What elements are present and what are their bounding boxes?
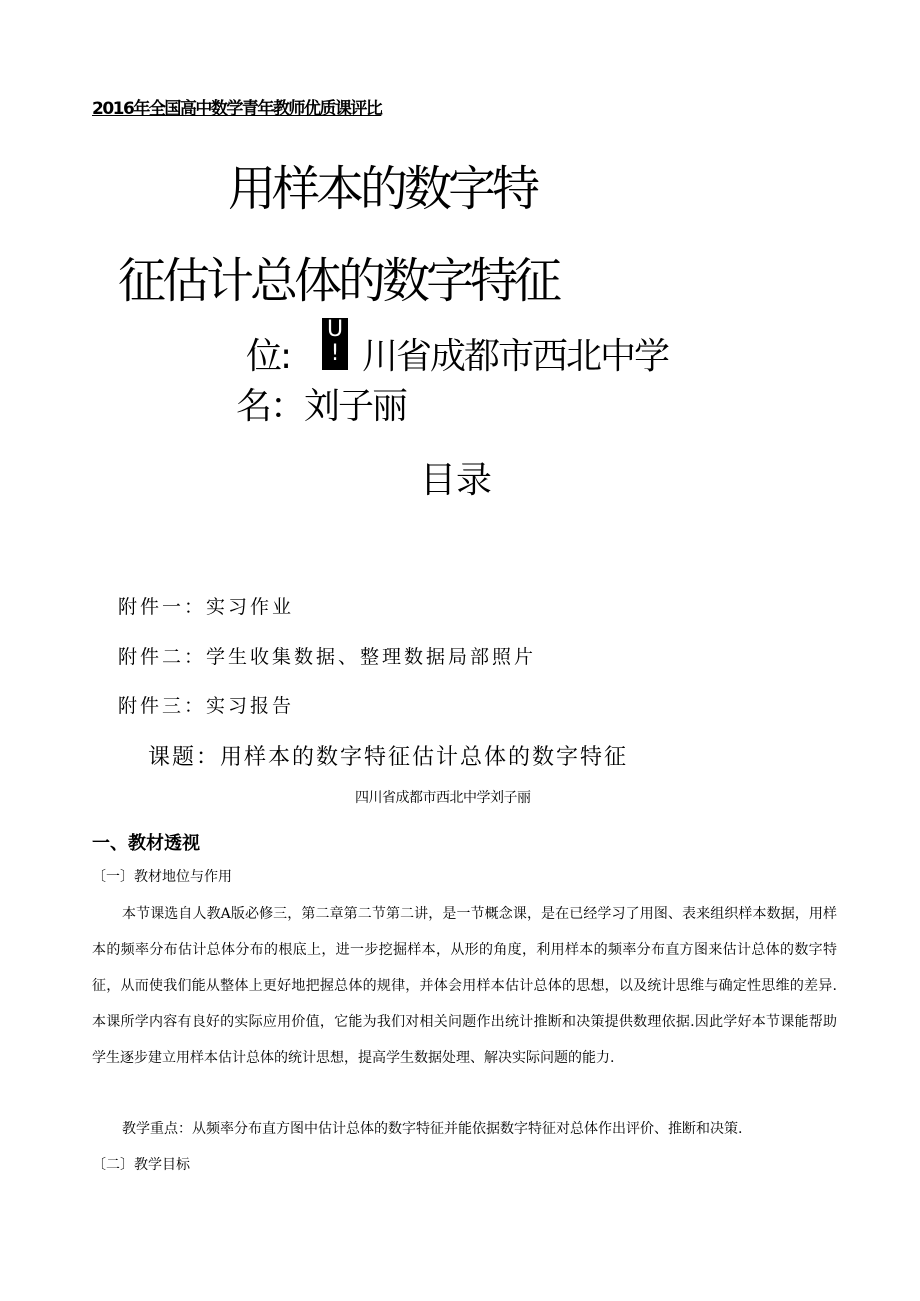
body-paragraph: 本节课选自人教A版必修三，第二章第二节第二讲，是一节概念课，是在已经学习了用图、表来组织样本数据，用样本的频率分布估计总体分布的根底上，进一步挖掘样本，从形的角度，利用样本的频率分布直方图来估计总体的数字特征，从而使我们能从整体上更好地把握总体的规律，并体会用样本估计总体的思想，以及统计思维与确定性思维的差异.本课所学内容有良好的实际应用价值，它能为我们对相关问题作出统计推断和决策提供数理依据.因此学好本节课能帮助学生逐步建立用样本估计总体的统计思想，提高学生数据处理、解决实际问题的能力. [92,906,837,1066]
lesson-author: 四川省成都市西北中学刘子丽 [355,790,531,806]
toc-item: 附件三：实习报告 [118,695,295,717]
unit-box-top-char: U [326,317,344,342]
author-name-line: 名：刘子丽 [236,386,407,427]
key-point-paragraph: 教学重点：从频率分布直方图中估计总体的数字特征并能依据数字特征对总体作出评价、推断和决策. [122,1121,743,1137]
cover-title-line-2: 征估计总体的数字特征 [118,253,559,309]
subsection-heading: 〔一〕教材地位与作用 [92,869,232,885]
section-heading: 一、教材透视 [92,833,200,854]
subsection-heading: 〔二〕教学目标 [92,1157,190,1173]
cover-title-line-1: 用样本的数字特 [228,161,537,217]
unit-box-bottom-char: ! [330,341,340,366]
lesson-topic: 课题：用样本的数字特征估计总体的数字特征 [148,745,629,770]
competition-header: 2016年全国高中数学青年教师优质课评比 [92,99,382,119]
unit-label: 位: [246,336,291,377]
toc-title: 目录 [420,460,493,501]
toc-item: 附件二：学生收集数据、整理数据局部照片 [118,646,537,668]
toc-item: 附件一：实习作业 [118,596,295,618]
unit-value: 川省成都市西北中学 [362,336,669,377]
unit-redaction-box [322,318,348,370]
